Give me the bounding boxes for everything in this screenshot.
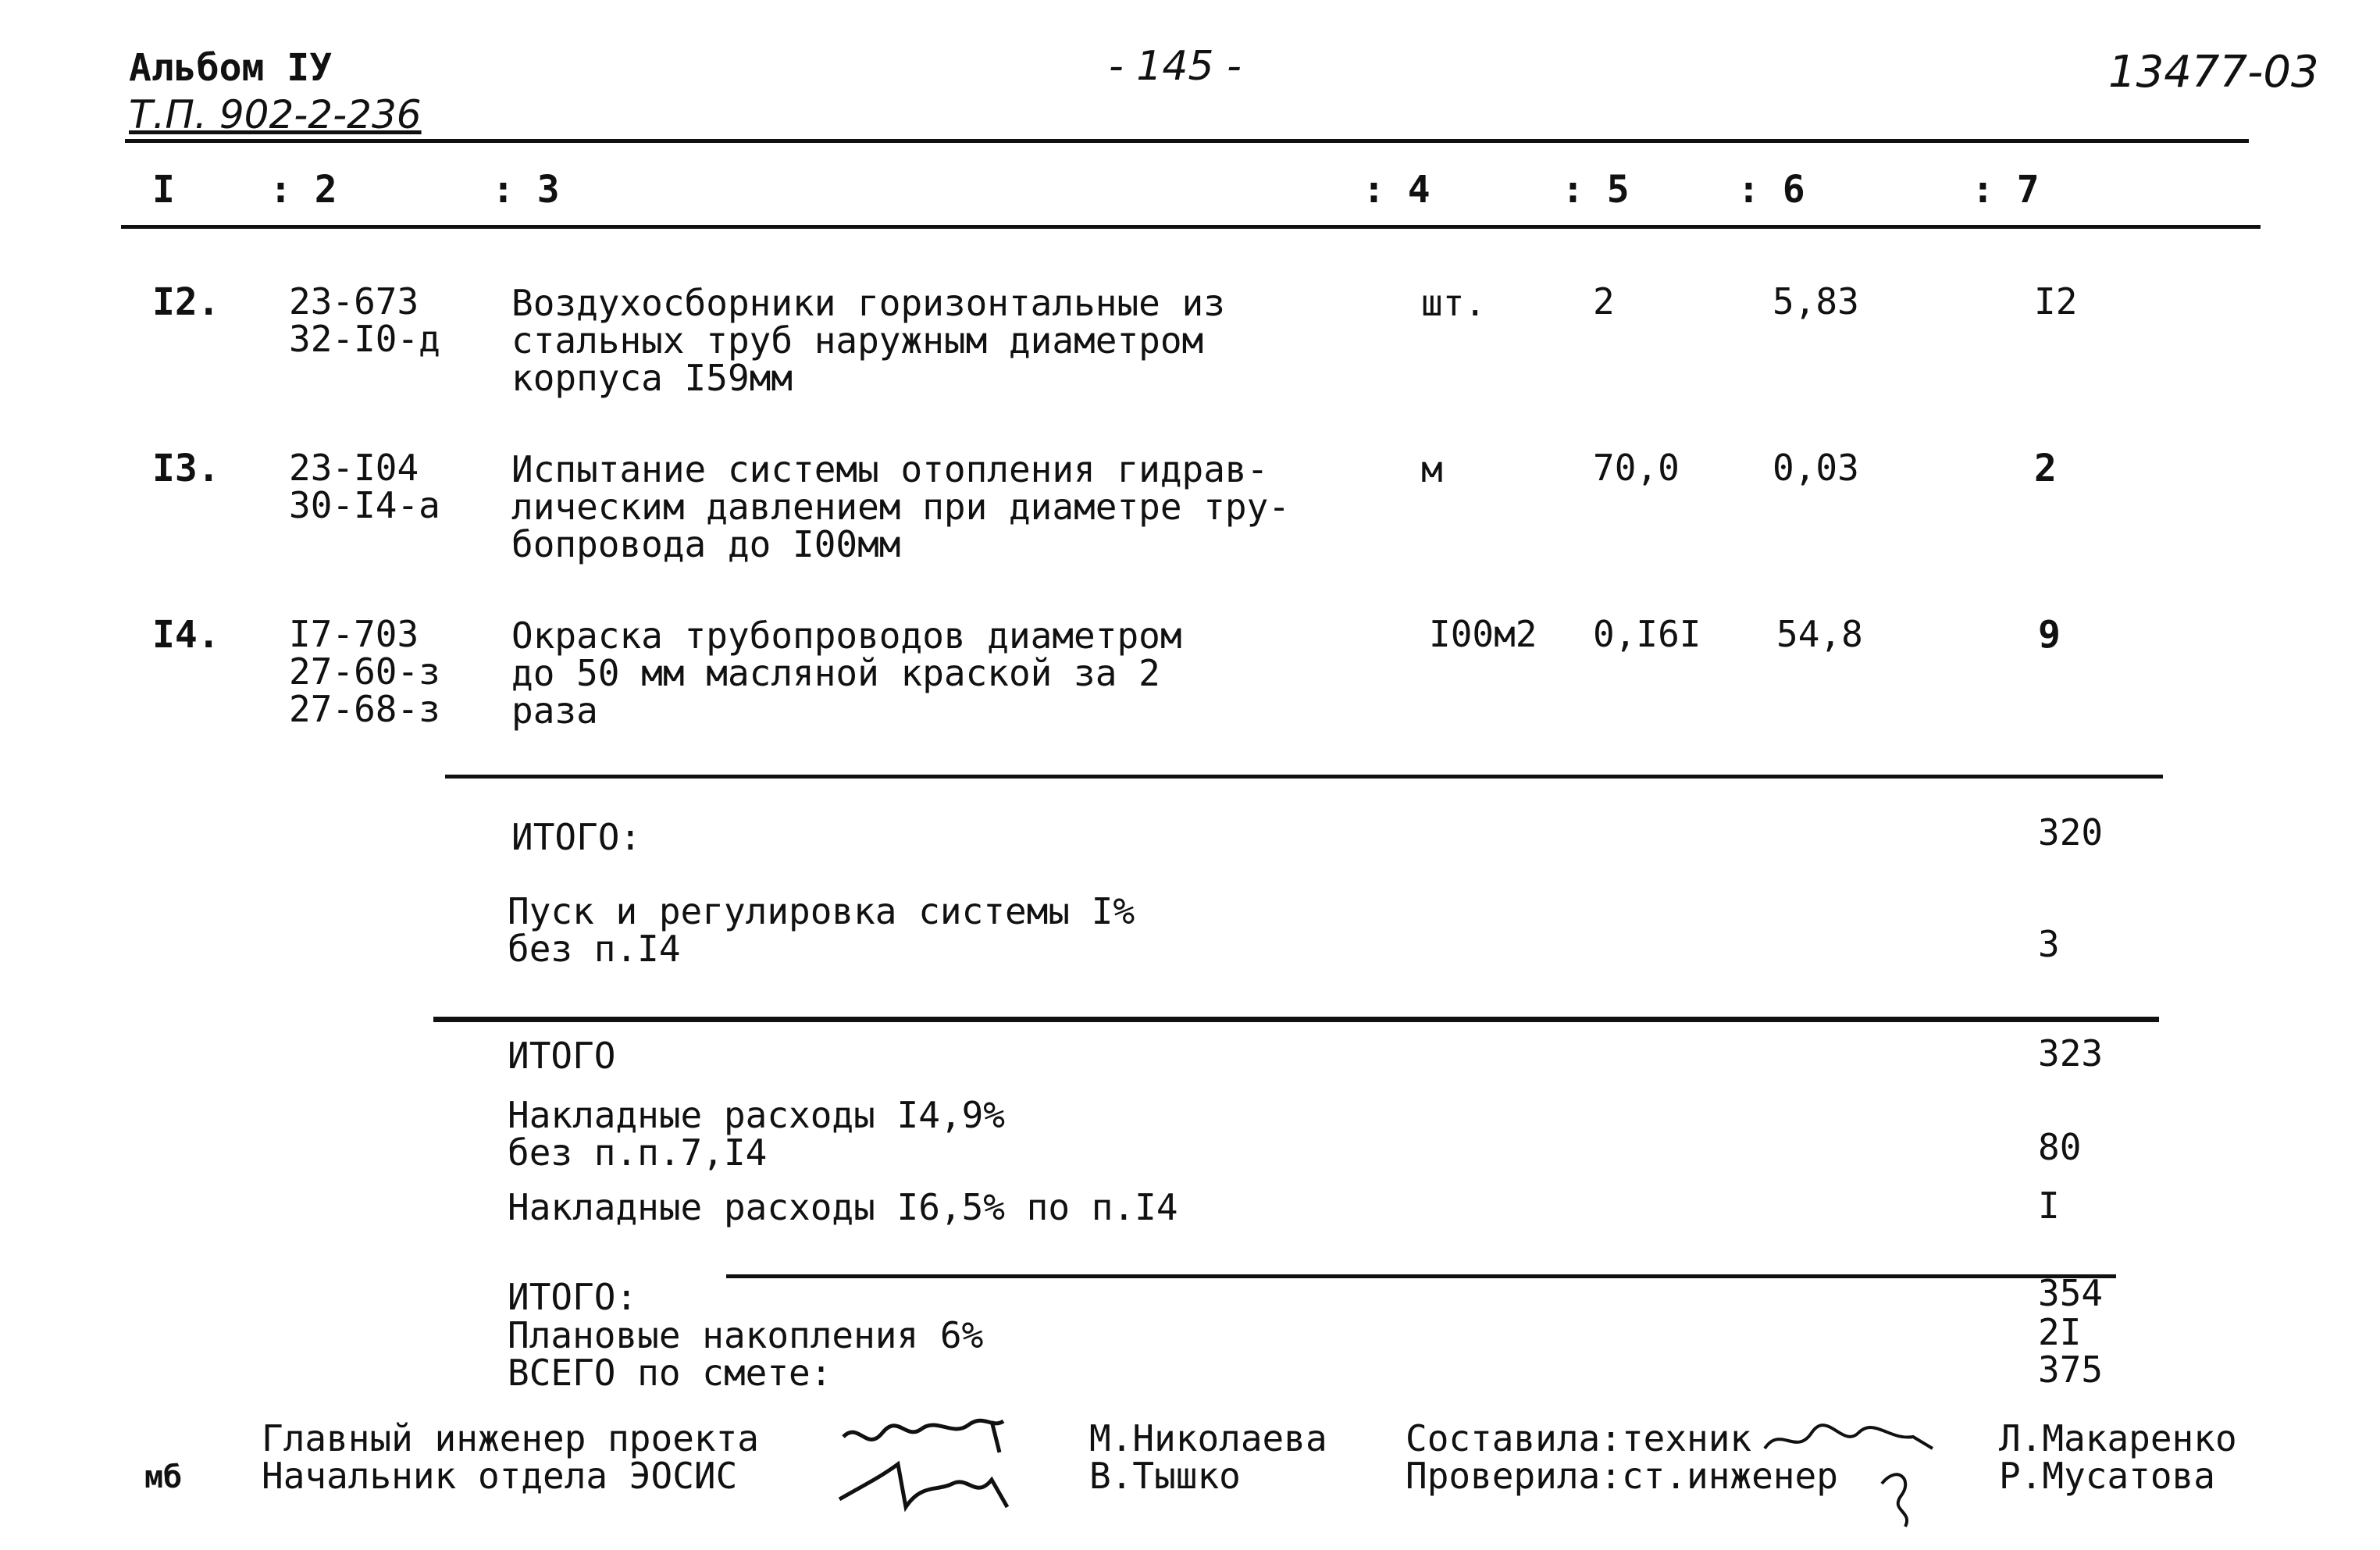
- role-checked-by: Проверила:ст.инженер: [1406, 1455, 1838, 1497]
- row-code: I7-703 27-60-з 27-68-з: [289, 613, 440, 730]
- row-unit: шт.: [1421, 282, 1487, 324]
- row-total: I2: [2034, 280, 2078, 322]
- document-code: 13477-03: [2108, 47, 2319, 98]
- name-checked-by: Р.Мусатова: [1999, 1455, 2215, 1497]
- row-code: 23-I04 30-I4-а: [289, 447, 440, 526]
- column-header-1: I: [152, 168, 175, 212]
- overhead-2-value: I: [2038, 1185, 2060, 1227]
- column-header-3: : 3: [492, 168, 560, 212]
- row-number: I4.: [152, 613, 220, 657]
- footer-mark: мб: [144, 1459, 183, 1495]
- page-number: - 145 -: [1109, 43, 1242, 90]
- grand-total-label: ВСЕГО по смете:: [508, 1352, 832, 1394]
- signature-compiled-checked: [1757, 1409, 1944, 1534]
- overhead-2-label: Накладные расходы I6,5% по п.I4: [508, 1186, 1178, 1228]
- header-bottom-rule: [121, 225, 2261, 229]
- name-compiled-by: Л.Макаренко: [1999, 1417, 2237, 1459]
- itogo-value: 354: [2038, 1272, 2104, 1314]
- summary-divider: [445, 775, 2163, 779]
- summary-divider: [726, 1274, 2116, 1278]
- row-description: Испытание системы отопления гидрав- лическим давлением при диаметре тру- бопровода до I00мм: [511, 448, 1290, 565]
- role-compiled-by: Составила:техник: [1406, 1417, 1752, 1459]
- itogo-label: ИТОГО:: [511, 816, 642, 858]
- album-label: Альбом IУ: [129, 46, 333, 90]
- row-quantity: 70,0: [1593, 447, 1680, 489]
- row-price: 0,03: [1773, 447, 1859, 489]
- column-header-2: : 2: [269, 168, 337, 212]
- overhead-label: Накладные расходы I4,9% без п.п.7,I4: [508, 1094, 1005, 1174]
- header-top-rule: [125, 139, 2249, 143]
- planned-savings-value: 2I: [2038, 1311, 2082, 1353]
- startup-adjustment-value: 3: [2038, 923, 2060, 965]
- row-quantity: 0,I6I: [1593, 613, 1701, 655]
- grand-total-value: 375: [2038, 1349, 2104, 1391]
- summary-divider: [433, 1017, 2159, 1022]
- name-department-head: В.Тышко: [1089, 1455, 1241, 1497]
- column-header-5: : 5: [1562, 168, 1630, 212]
- itogo-value: 320: [2038, 811, 2104, 853]
- role-chief-engineer: Главный инженер проекта: [262, 1417, 759, 1459]
- row-unit: м: [1421, 448, 1443, 490]
- row-total: 2: [2034, 447, 2057, 490]
- row-unit: I00м2: [1429, 613, 1537, 655]
- row-total: 9: [2038, 613, 2061, 657]
- startup-adjustment-label: Пуск и регулировка системы I% без п.I4: [508, 890, 1135, 970]
- column-header-7: : 7: [1972, 168, 2040, 212]
- row-code: 23-673 32-I0-д: [289, 280, 440, 360]
- row-number: I3.: [152, 447, 220, 490]
- role-department-head: Начальник отдела ЭОСИС: [262, 1455, 738, 1497]
- project-code: Т.П. 902-2-236: [129, 92, 422, 137]
- itogo-label: ИТОГО: [508, 1035, 616, 1077]
- row-description: Воздухосборники горизонтальные из стальных труб наружным диаметром корпуса I59мм: [511, 282, 1225, 399]
- row-quantity: 2: [1593, 280, 1615, 322]
- planned-savings-label: Плановые накопления 6%: [508, 1314, 984, 1356]
- itogo-value: 323: [2038, 1032, 2104, 1074]
- name-chief-engineer: М.Николаева: [1089, 1417, 1327, 1459]
- itogo-label: ИТОГО:: [508, 1276, 638, 1318]
- row-price: 5,83: [1773, 280, 1859, 322]
- row-description: Окраска трубопроводов диаметром до 50 мм масляной краской за 2 раза: [511, 615, 1182, 732]
- overhead-value: 80: [2038, 1126, 2082, 1168]
- column-header-4: : 4: [1363, 168, 1430, 212]
- signature-chief-engineer: [835, 1406, 1023, 1523]
- row-price: 54,8: [1776, 613, 1863, 655]
- column-header-6: : 6: [1737, 168, 1805, 212]
- row-number: I2.: [152, 280, 220, 324]
